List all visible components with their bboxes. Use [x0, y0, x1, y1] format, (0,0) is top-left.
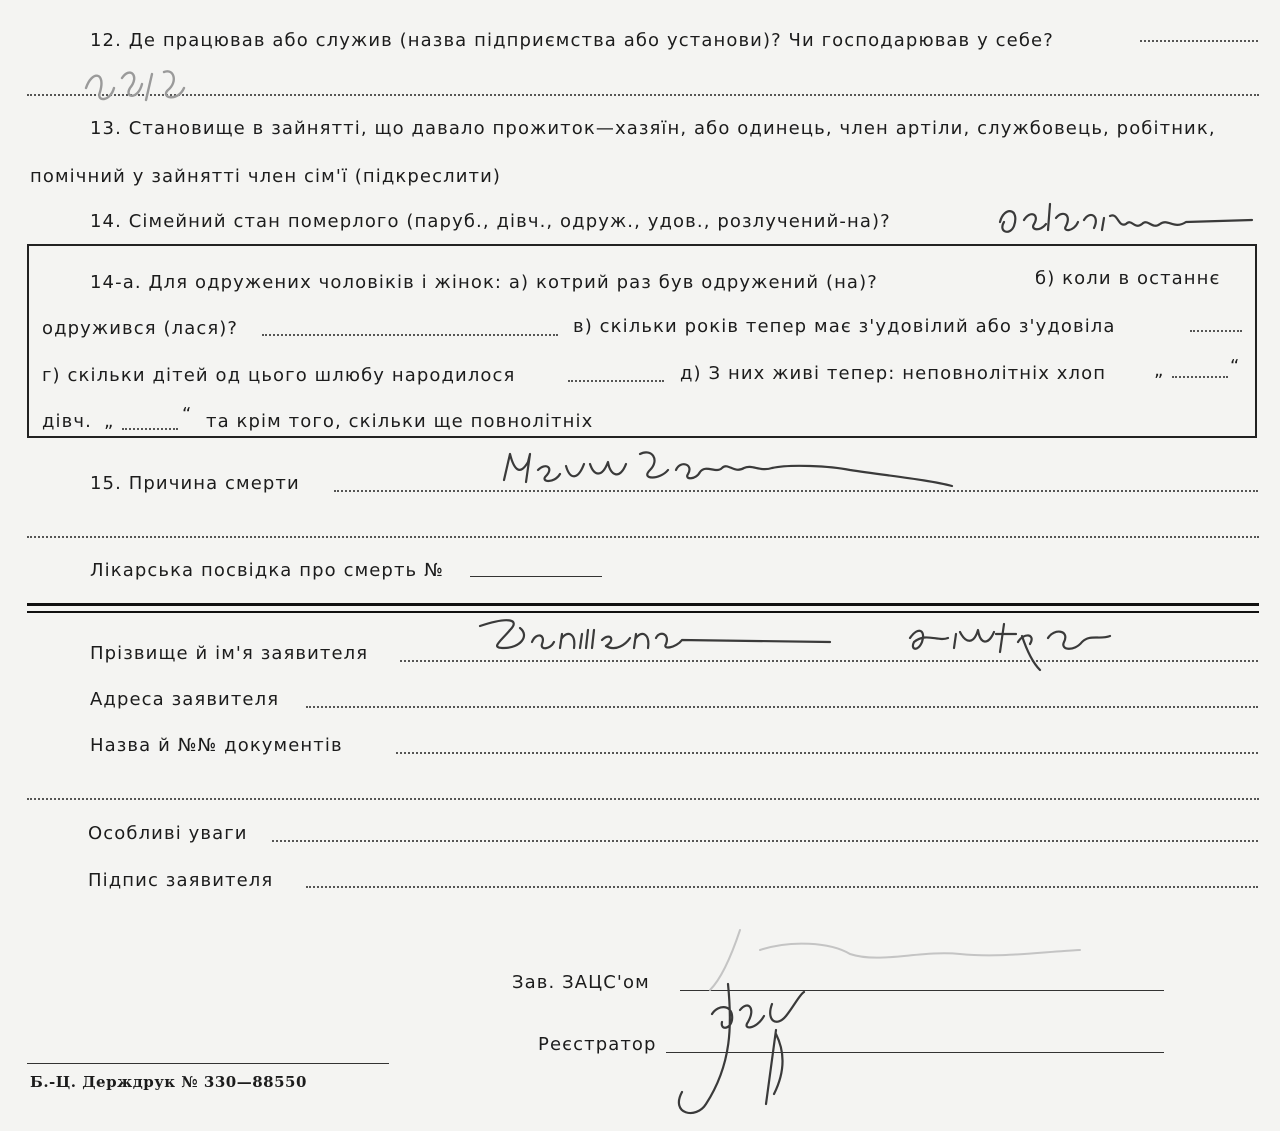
applicant-signature-line — [306, 886, 1258, 888]
documents-line — [396, 752, 1258, 754]
question-14a-adults: та крім того, скільки ще повнолітніх — [206, 411, 594, 432]
married-when-line — [262, 334, 558, 336]
label-girls: дівч. — [42, 411, 92, 432]
question-13-line-2: помічний у зайнятті член сім'ї (підкреслити) — [30, 166, 502, 187]
documents-line-2 — [27, 798, 1259, 800]
question-14a-children-born: г) скільки дітей од цього шлюбу народилося — [42, 365, 516, 386]
marital-status-handwriting — [990, 196, 1260, 240]
applicant-address-line — [306, 706, 1258, 708]
documents-label: Назва й №№ документів — [90, 735, 343, 756]
widowed-years-line — [1190, 330, 1242, 332]
question-14a-living-minors: д) З них живі тепер: неповнолітніх хлоп — [680, 363, 1107, 384]
cause-of-death-handwriting — [490, 440, 970, 510]
section-separator-bottom — [27, 611, 1259, 613]
minor-boys-line — [1172, 376, 1228, 378]
minor-girls-line — [122, 428, 178, 430]
applicant-name-label: Прізвище й ім'я заявителя — [90, 643, 369, 664]
children-born-line — [568, 380, 664, 382]
question-14a-last-married: б) коли в останнє — [1035, 268, 1221, 289]
q12-answer-line-2 — [27, 94, 1259, 96]
section-separator-top — [27, 603, 1259, 606]
printer-rule — [27, 1063, 389, 1064]
remarks-line — [272, 840, 1258, 842]
printer-imprint: Б.-Ц. Держдрук № 330—88550 — [30, 1073, 307, 1091]
quote-open-2: „ — [104, 411, 115, 432]
margin-number-mark — [80, 58, 210, 108]
cause-of-death-line-2 — [27, 536, 1259, 538]
cause-of-death-line — [334, 490, 1258, 492]
question-14a-widowed-years: в) скільки років тепер має з'удовілий або з'удовіла — [573, 316, 1116, 337]
applicant-name-handwriting — [470, 608, 1170, 688]
medical-certificate-label: Лікарська посвідка про смерть № — [90, 560, 444, 581]
registrar-label: Реєстратор — [538, 1034, 657, 1055]
question-15: 15. Причина смерти — [90, 473, 300, 494]
registrar-line — [666, 1052, 1164, 1053]
remarks-label: Особливі уваги — [88, 823, 248, 844]
quote-open-1: „ — [1154, 360, 1165, 381]
registry-head-label: Зав. ЗАЦС'ом — [512, 972, 650, 993]
applicant-address-label: Адреса заявителя — [90, 689, 280, 710]
quote-close-2: “ — [182, 404, 193, 425]
applicant-signature-label: Підпис заявителя — [88, 870, 274, 891]
quote-close-1: “ — [1230, 356, 1241, 377]
question-13-line-1: 13. Становище в зайнятті, що давало прожиток—хазяїн, або одинець, член артіли, службовець, робітник, — [90, 118, 1216, 139]
registry-head-faint-signature — [700, 920, 1120, 1000]
applicant-name-line — [400, 660, 1258, 662]
q12-answer-line — [1140, 40, 1258, 42]
question-14: 14. Сімейний стан померлого (паруб., дівч., одруж., удов., розлучений-на)? — [90, 211, 891, 232]
question-14a-line-1: 14-а. Для одружених чоловіків і жінок: а) котрий раз був одружений (на)? — [90, 272, 878, 293]
question-14a-line-2: одружився (лася)? — [42, 318, 239, 339]
question-12: 12. Де працював або служив (назва підприємства або установи)? Чи господарював у себе? — [90, 30, 1054, 51]
medical-certificate-line — [470, 576, 602, 577]
registry-head-line — [680, 990, 1164, 991]
